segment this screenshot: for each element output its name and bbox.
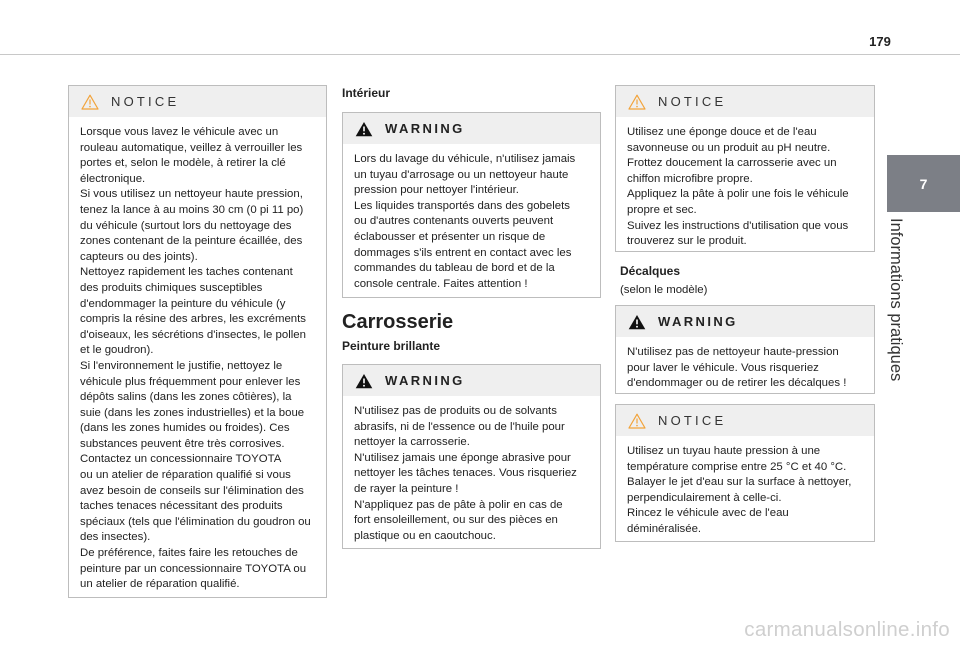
warning-header xyxy=(343,113,600,144)
notice-triangle-icon xyxy=(81,94,99,110)
decals-heading: Décalques xyxy=(620,264,681,278)
interior-warning-box xyxy=(342,112,601,298)
bodywork-heading: Carrosserie xyxy=(342,311,454,333)
watermark[interactable]: carmanualsonline.info xyxy=(744,618,950,641)
left-notice-box xyxy=(68,85,327,598)
notice-header xyxy=(69,86,326,117)
notice-label: NOTICE xyxy=(111,94,180,109)
warning-body: Lors du lavage du véhicule, n'utilisez jamais un tuyau d'arrosage ou un nettoyeur haute pression pour nettoyer l'intérieur. Les liquides transportés dans des gobelets ou d'autres contenants ouverts peuvent éclabousser et présenter un risque de dommages s'ils entrent en contact avec les commandes du tableau de bord et de la console centrale. Faites attention ! xyxy=(354,153,576,290)
warning-label: WARNING xyxy=(385,121,465,136)
warning-triangle-icon xyxy=(628,314,646,330)
warning-triangle-icon xyxy=(355,373,373,389)
notice-label: NOTICE xyxy=(658,94,727,109)
warning-header xyxy=(616,306,874,337)
sponge-notice-box xyxy=(615,85,875,252)
notice-body: Utilisez un tuyau haute pression à une température comprise entre 25 °C et 40 °C. Balayer le jet d'eau sur la surface à nettoyer, perpendiculairement à celle-ci. Rincez le véhicule avec de l'eau déminéralisée. xyxy=(627,445,852,535)
warning-body: N'utilisez pas de produits ou de solvants abrasifs, ni de l'essence ou de l'huile pour nettoyer la carrosserie. N'utilisez jamais une éponge abrasive pour nettoyer les tâches tenaces. Vous risqueriez de rayer la peinture ! N'appliquez pas de pâte à polir en cas de fort ensoleillement, ou sur des pièces en plastique ou en caoutchouc. xyxy=(354,405,577,542)
page-number: 179 xyxy=(869,34,891,49)
notice-body: Utilisez une éponge douce et de l'eau savonneuse ou un produit au pH neutre. Frottez doucement la carrosserie avec un chiffon microfibre propre. Appliquez la pâte à polir une fois le véhicule propre et sec. Suivez les instructions d'utilisation que vous trouverez sur le produit. xyxy=(627,126,849,248)
chapter-title-text: Informations pratiques xyxy=(887,218,905,382)
gloss-warning-box xyxy=(342,364,601,549)
chapter-tab[interactable]: 7 xyxy=(887,155,960,212)
hose-notice-box xyxy=(615,404,875,542)
notice-body: Lorsque vous lavez le véhicule avec un rouleau automatique, veillez à verrouiller les portes et, selon le modèle, à retirer la clé électronique. Si vous utilisez un nettoyeur haute pression, tenez la lance à au moins 30 cm (0 pi 11 po) du véhicule (surtout lors du nettoyage des zones contenant de la peinture écaillée, des capteurs ou des joints). Nettoyez rapidement les taches contenant des produits chimiques susceptibles d'endommager la peinture du véhicule (y compris la résine des arbres, les excréments d'oiseaux, les sécrétions d'insectes, le pollen et le goudron). Si l'environnement le justifie, nettoyez le véhicule plus fréquemment pour enlever les dépôts salins (dans les zones côtières), la suie (dans les zones industrielles) et la boue (dans les zones humides ou froides). Ces substances peuvent être très corrosives. Contactez un concessionnaire TOYOTA ou un atelier de réparation qualifié si vous avez besoin de conseils sur l'élimination des taches tenaces nécessitant des produits spéciaux (tels que l'élimination du goudron ou des insectes). De préférence, faites faire les retouches de peinture par un concessionnaire TOYOTA ou un atelier de réparation qualifié. xyxy=(80,126,311,591)
decals-warning-box xyxy=(615,305,875,394)
warning-header xyxy=(343,365,600,396)
top-rule xyxy=(0,54,960,55)
warning-label: WARNING xyxy=(385,373,465,388)
warning-body: N'utilisez pas de nettoyeur haute-pression pour laver le véhicule. Vous risqueriez d'endommager ou de retirer les décalques ! xyxy=(627,346,847,390)
decals-subtitle: (selon le modèle) xyxy=(620,284,708,296)
notice-triangle-icon xyxy=(628,413,646,429)
warning-triangle-icon xyxy=(355,121,373,137)
gloss-paint-heading: Peinture brillante xyxy=(342,339,441,353)
notice-header xyxy=(616,405,874,436)
chapter-title xyxy=(878,218,918,382)
notice-triangle-icon xyxy=(628,94,646,110)
notice-header xyxy=(616,86,874,117)
notice-label: NOTICE xyxy=(658,413,727,428)
interior-heading: Intérieur xyxy=(342,86,391,100)
warning-label: WARNING xyxy=(658,314,738,329)
